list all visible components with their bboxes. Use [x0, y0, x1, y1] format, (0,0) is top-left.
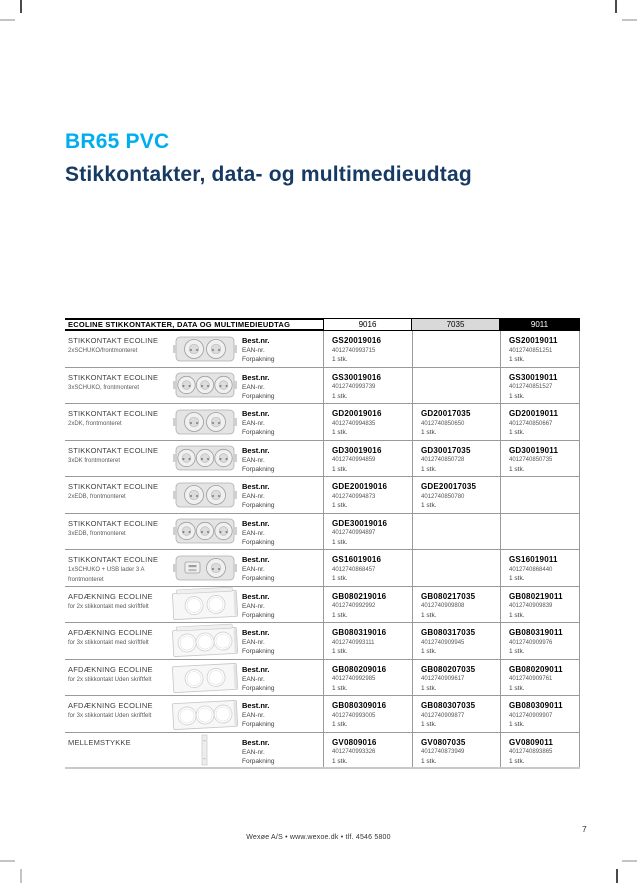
table-row — [65, 587, 580, 624]
pack-size: 1 stk. — [421, 429, 437, 436]
value-cell-9011 — [500, 733, 580, 768]
pack-size: 1 stk. — [332, 575, 348, 582]
value-cell-9011 — [500, 331, 580, 367]
pack-size: 1 stk. — [509, 684, 525, 692]
ean-number: 4012740850650 — [421, 420, 465, 427]
value-cell-9016 — [323, 660, 412, 696]
order-number: GV0809016 — [332, 737, 377, 747]
pack-size: 1 stk. — [509, 429, 525, 436]
order-number: GB080317035 — [421, 628, 476, 637]
order-number: GS20019016 — [332, 336, 382, 345]
product-cell — [65, 623, 170, 659]
product-photo-frame-3 — [170, 696, 240, 732]
product-description: 3xEDB, frontmonteret — [68, 530, 126, 537]
product-name: STIKKONTAKT ECOLINE — [68, 409, 159, 418]
column-header-7035: 7035 — [412, 318, 500, 331]
product-description: 3xSCHUKO, frontmonteret — [68, 384, 140, 391]
order-number: GD30019016 — [332, 445, 382, 455]
product-cell — [65, 477, 170, 513]
label-best-nr: Best.nr. — [242, 701, 270, 710]
value-cell-7035 — [412, 477, 500, 513]
table-row — [65, 404, 580, 441]
product-description: for 2x stikkontakt Uden skriftfelt — [68, 676, 152, 683]
crop-mark-top-right-horizontal — [622, 19, 637, 21]
label-best-nr: Best.nr. — [242, 482, 270, 491]
label-ean-nr: EAN-nr. — [242, 566, 265, 573]
ean-number: 4012740850735 — [509, 457, 553, 463]
label-best-nr: Best.nr. — [242, 372, 270, 382]
product-description: for 2x stikkontakt med skriftfelt — [68, 603, 149, 610]
product-name: STIKKONTAKT ECOLINE — [68, 336, 159, 345]
page-number: 7 — [582, 824, 587, 834]
labels-cell — [240, 550, 323, 586]
label-forpakning: Forpakning — [242, 465, 275, 473]
table-row — [65, 368, 580, 405]
pack-size: 1 stk. — [421, 465, 437, 473]
ean-number: 4012740909761 — [509, 676, 553, 682]
pack-size: 1 stk. — [332, 757, 348, 765]
pack-size: 1 stk. — [509, 648, 525, 655]
ean-number: 4012740909617 — [421, 676, 465, 682]
product-photo-socket-2 — [170, 404, 240, 440]
value-cell-7035 — [412, 368, 500, 404]
product-photo-frame-2 — [170, 660, 240, 696]
page-title: Stikkontakter, data- og multimedieudtag — [65, 163, 472, 186]
value-cell-9016 — [323, 368, 412, 404]
order-number: GD20017035 — [421, 409, 471, 418]
product-cell — [65, 696, 170, 732]
order-number: GB080319016 — [332, 628, 387, 637]
value-cell-7035 — [412, 733, 500, 768]
ean-number: 4012740909877 — [421, 712, 465, 719]
product-cell — [65, 660, 170, 696]
label-ean-nr: EAN-nr. — [242, 639, 265, 646]
labels-cell — [240, 368, 323, 404]
order-number: GD30019011 — [509, 445, 559, 455]
value-cell-7035 — [412, 623, 500, 659]
product-description-line2: frontmonteret — [68, 577, 104, 584]
footer-contact: Wexøe A/S • www.wexoe.dk • tlf. 4546 5800 — [246, 834, 391, 841]
value-cell-9011 — [500, 623, 580, 659]
value-cell-9016 — [323, 477, 412, 513]
label-forpakning: Forpakning — [242, 684, 275, 692]
ean-number: 4012740873949 — [421, 749, 465, 755]
table-row — [65, 477, 580, 514]
pack-size: 1 stk. — [332, 502, 348, 509]
product-photo-socket-2 — [170, 331, 240, 367]
value-cell-9016 — [323, 696, 412, 732]
ean-number: 4012740994835 — [332, 420, 376, 427]
label-forpakning: Forpakning — [242, 356, 275, 363]
label-forpakning: Forpakning — [242, 392, 275, 400]
product-description: for 3x stikkontakt Uden skriftfelt — [68, 713, 152, 719]
label-best-nr: Best.nr. — [242, 591, 270, 601]
order-number: GB080209016 — [332, 664, 387, 674]
pack-size: 1 stk. — [332, 611, 348, 619]
order-number: GB080309016 — [332, 701, 387, 710]
labels-cell — [240, 660, 323, 696]
product-description: 2xDK, frontmonteret — [68, 421, 122, 427]
value-cell-9016 — [323, 733, 412, 768]
crop-mark-bottom-right-horizontal — [622, 860, 637, 862]
label-forpakning: Forpakning — [242, 721, 275, 728]
value-cell-7035 — [412, 550, 500, 586]
value-cell-9016 — [323, 441, 412, 477]
order-number: GB080309011 — [509, 701, 563, 710]
order-number: GB080217035 — [421, 591, 476, 601]
product-name: STIKKONTAKT ECOLINE — [68, 482, 159, 491]
pack-size: 1 stk. — [509, 575, 525, 582]
column-header-9016: 9016 — [323, 318, 412, 331]
ean-number: 4012740851527 — [509, 384, 553, 390]
label-best-nr: Best.nr. — [242, 336, 270, 345]
product-name: STIKKONTAKT ECOLINE — [68, 518, 159, 528]
label-forpakning: Forpakning — [242, 429, 275, 436]
pack-size: 1 stk. — [332, 356, 348, 363]
label-best-nr: Best.nr. — [242, 555, 270, 564]
labels-cell — [240, 514, 323, 550]
order-number: GV0807035 — [421, 737, 466, 747]
order-number: GB080209011 — [509, 664, 563, 674]
order-number: GDE20017035 — [421, 482, 477, 491]
pack-size: 1 stk. — [421, 611, 437, 619]
table-row — [65, 660, 580, 697]
label-forpakning: Forpakning — [242, 648, 275, 655]
pack-size: 1 stk. — [332, 392, 348, 400]
order-number: GDE20019016 — [332, 482, 388, 491]
product-table — [65, 318, 580, 769]
pack-size: 1 stk. — [421, 757, 437, 765]
pack-size: 1 stk. — [332, 648, 348, 655]
product-cell — [65, 404, 170, 440]
product-name: AFDÆKNING ECOLINE — [68, 591, 153, 601]
pack-size: 1 stk. — [332, 465, 348, 473]
ean-number: 4012740850728 — [421, 457, 465, 463]
order-number: GB080319011 — [509, 628, 563, 637]
ean-number: 4012740992985 — [332, 676, 376, 682]
product-description: 2xEDB, frontmonteret — [68, 494, 126, 500]
labels-cell — [240, 331, 323, 367]
series-title: BR65 PVC — [65, 130, 170, 153]
product-cell — [65, 514, 170, 550]
order-number: GD20019016 — [332, 409, 382, 418]
label-ean-nr: EAN-nr. — [242, 456, 265, 464]
pack-size: 1 stk. — [421, 684, 437, 692]
pack-size: 1 stk. — [421, 648, 437, 655]
label-ean-nr: EAN-nr. — [242, 347, 265, 354]
ean-number: 4012740994859 — [332, 457, 376, 463]
pack-size: 1 stk. — [509, 356, 525, 363]
label-ean-nr: EAN-nr. — [242, 675, 265, 683]
product-name: STIKKONTAKT ECOLINE — [68, 555, 159, 564]
table-row — [65, 441, 580, 478]
value-cell-7035 — [412, 331, 500, 367]
label-best-nr: Best.nr. — [242, 409, 270, 418]
table-body — [65, 331, 580, 769]
value-cell-9016 — [323, 514, 412, 550]
product-cell — [65, 733, 170, 768]
ean-number: 4012740994897 — [332, 530, 376, 536]
pack-size: 1 stk. — [509, 611, 525, 619]
table-row — [65, 733, 580, 770]
label-ean-nr: EAN-nr. — [242, 420, 265, 427]
ean-number: 4012740893865 — [509, 749, 553, 755]
product-name: MELLEMSTYKKE — [68, 737, 131, 747]
product-photo-socket-usb — [170, 550, 240, 586]
product-cell — [65, 331, 170, 367]
pack-size: 1 stk. — [509, 392, 525, 400]
value-cell-9011 — [500, 368, 580, 404]
value-cell-7035 — [412, 660, 500, 696]
pack-size: 1 stk. — [332, 684, 348, 692]
label-ean-nr: EAN-nr. — [242, 748, 265, 756]
value-cell-9011 — [500, 514, 580, 550]
label-ean-nr: EAN-nr. — [242, 602, 265, 610]
value-cell-9011 — [500, 441, 580, 477]
order-number: GB080219016 — [332, 591, 387, 601]
product-photo-socket-2 — [170, 477, 240, 513]
label-best-nr: Best.nr. — [242, 628, 270, 637]
order-number: GS30019011 — [509, 372, 558, 382]
order-number: GS16019016 — [332, 555, 382, 564]
order-number: GDE30019016 — [332, 518, 388, 528]
pack-size: 1 stk. — [421, 502, 437, 509]
ean-number: 4012740909839 — [509, 603, 553, 609]
ean-number: 4012740851251 — [509, 347, 553, 354]
ean-number: 4012740994873 — [332, 493, 376, 500]
pack-size: 1 stk. — [332, 538, 348, 546]
table-row — [65, 623, 580, 660]
labels-cell — [240, 733, 323, 768]
product-description: 2xSCHUKO/frontmonteret — [68, 348, 138, 354]
product-photo-socket-3 — [170, 368, 240, 404]
crop-mark-bottom-right-vertical — [616, 869, 618, 883]
label-ean-nr: EAN-nr. — [242, 712, 265, 719]
ean-number: 4012740993005 — [332, 712, 376, 719]
pack-size: 1 stk. — [509, 465, 525, 473]
ean-number: 4012740992992 — [332, 603, 376, 609]
order-number: GS16019011 — [509, 555, 558, 564]
labels-cell — [240, 623, 323, 659]
label-best-nr: Best.nr. — [242, 518, 270, 528]
value-cell-9011 — [500, 550, 580, 586]
product-cell — [65, 368, 170, 404]
pack-size: 1 stk. — [509, 721, 525, 728]
order-number: GV0809011 — [509, 737, 554, 747]
pack-size: 1 stk. — [332, 721, 348, 728]
product-description: 1xSCHUKO + USB lader 3 A — [68, 567, 145, 573]
product-name: AFDÆKNING ECOLINE — [68, 664, 153, 674]
product-photo-frame-3-label — [170, 623, 240, 659]
order-number: GS30019016 — [332, 372, 382, 382]
product-name: STIKKONTAKT ECOLINE — [68, 445, 159, 455]
table-row — [65, 514, 580, 551]
order-number: GB080207035 — [421, 664, 476, 674]
labels-cell — [240, 696, 323, 732]
page-header — [65, 130, 472, 187]
value-cell-7035 — [412, 441, 500, 477]
label-best-nr: Best.nr. — [242, 737, 270, 747]
ean-number: 4012740850667 — [509, 420, 553, 427]
table-row — [65, 331, 580, 368]
table-row — [65, 550, 580, 587]
product-cell — [65, 441, 170, 477]
ean-number: 4012740909907 — [509, 712, 553, 719]
labels-cell — [240, 587, 323, 623]
product-photo-frame-2-label — [170, 587, 240, 623]
order-number: GB080307035 — [421, 701, 476, 710]
label-ean-nr: EAN-nr. — [242, 383, 265, 391]
product-cell — [65, 587, 170, 623]
table-row — [65, 696, 580, 733]
value-cell-9016 — [323, 587, 412, 623]
ean-number: 4012740868440 — [509, 566, 553, 573]
ean-number: 4012740993326 — [332, 749, 376, 755]
label-ean-nr: EAN-nr. — [242, 529, 265, 537]
ean-number: 4012740909976 — [509, 639, 553, 646]
label-forpakning: Forpakning — [242, 538, 275, 546]
value-cell-9011 — [500, 696, 580, 732]
column-header-9011: 9011 — [500, 318, 580, 331]
label-best-nr: Best.nr. — [242, 445, 270, 455]
value-cell-7035 — [412, 696, 500, 732]
pack-size: 1 stk. — [509, 757, 525, 765]
ean-number: 4012740909945 — [421, 639, 465, 646]
crop-mark-top-left-vertical — [20, 0, 22, 13]
product-photo-socket-3 — [170, 441, 240, 477]
ean-number: 4012740993111 — [332, 639, 375, 646]
value-cell-9011 — [500, 477, 580, 513]
product-description: for 3x stikkontakt med skriftfelt — [68, 640, 149, 646]
product-photo-socket-3 — [170, 514, 240, 550]
label-forpakning: Forpakning — [242, 757, 275, 765]
value-cell-9011 — [500, 660, 580, 696]
labels-cell — [240, 441, 323, 477]
value-cell-9016 — [323, 331, 412, 367]
crop-mark-bottom-left-vertical — [20, 869, 22, 883]
table-header-row — [65, 318, 580, 331]
value-cell-9011 — [500, 404, 580, 440]
labels-cell — [240, 477, 323, 513]
ean-number: 4012740993739 — [332, 384, 376, 390]
ean-number: 4012740993715 — [332, 347, 376, 354]
label-forpakning: Forpakning — [242, 502, 275, 509]
table-header-title: ECOLINE STIKKONTAKTER, DATA OG MULTIMEDIEUDTAG — [65, 318, 323, 331]
ean-number: 4012740909808 — [421, 603, 465, 609]
order-number: GD20019011 — [509, 409, 559, 418]
pack-size: 1 stk. — [421, 721, 437, 728]
value-cell-7035 — [412, 514, 500, 550]
label-forpakning: Forpakning — [242, 575, 275, 582]
labels-cell — [240, 404, 323, 440]
product-name: AFDÆKNING ECOLINE — [68, 628, 153, 637]
value-cell-7035 — [412, 587, 500, 623]
product-description: 3xDK frontmonteret — [68, 457, 121, 464]
value-cell-9016 — [323, 623, 412, 659]
value-cell-9011 — [500, 587, 580, 623]
crop-mark-top-left-horizontal — [0, 19, 15, 21]
value-cell-9016 — [323, 550, 412, 586]
product-name: STIKKONTAKT ECOLINE — [68, 372, 159, 382]
value-cell-7035 — [412, 404, 500, 440]
order-number: GD30017035 — [421, 445, 471, 455]
product-photo-spacer — [170, 733, 240, 768]
value-cell-9016 — [323, 404, 412, 440]
ean-number: 4012740850780 — [421, 493, 465, 500]
crop-mark-bottom-left-horizontal — [0, 860, 15, 862]
pack-size: 1 stk. — [332, 429, 348, 436]
label-best-nr: Best.nr. — [242, 664, 270, 674]
product-name: AFDÆKNING ECOLINE — [68, 701, 153, 710]
ean-number: 4012740868457 — [332, 566, 376, 573]
order-number: GS20019011 — [509, 336, 558, 345]
label-forpakning: Forpakning — [242, 611, 275, 619]
order-number: GB080219011 — [509, 591, 563, 601]
crop-mark-top-right-vertical — [615, 0, 617, 13]
product-cell — [65, 550, 170, 586]
label-ean-nr: EAN-nr. — [242, 493, 265, 500]
